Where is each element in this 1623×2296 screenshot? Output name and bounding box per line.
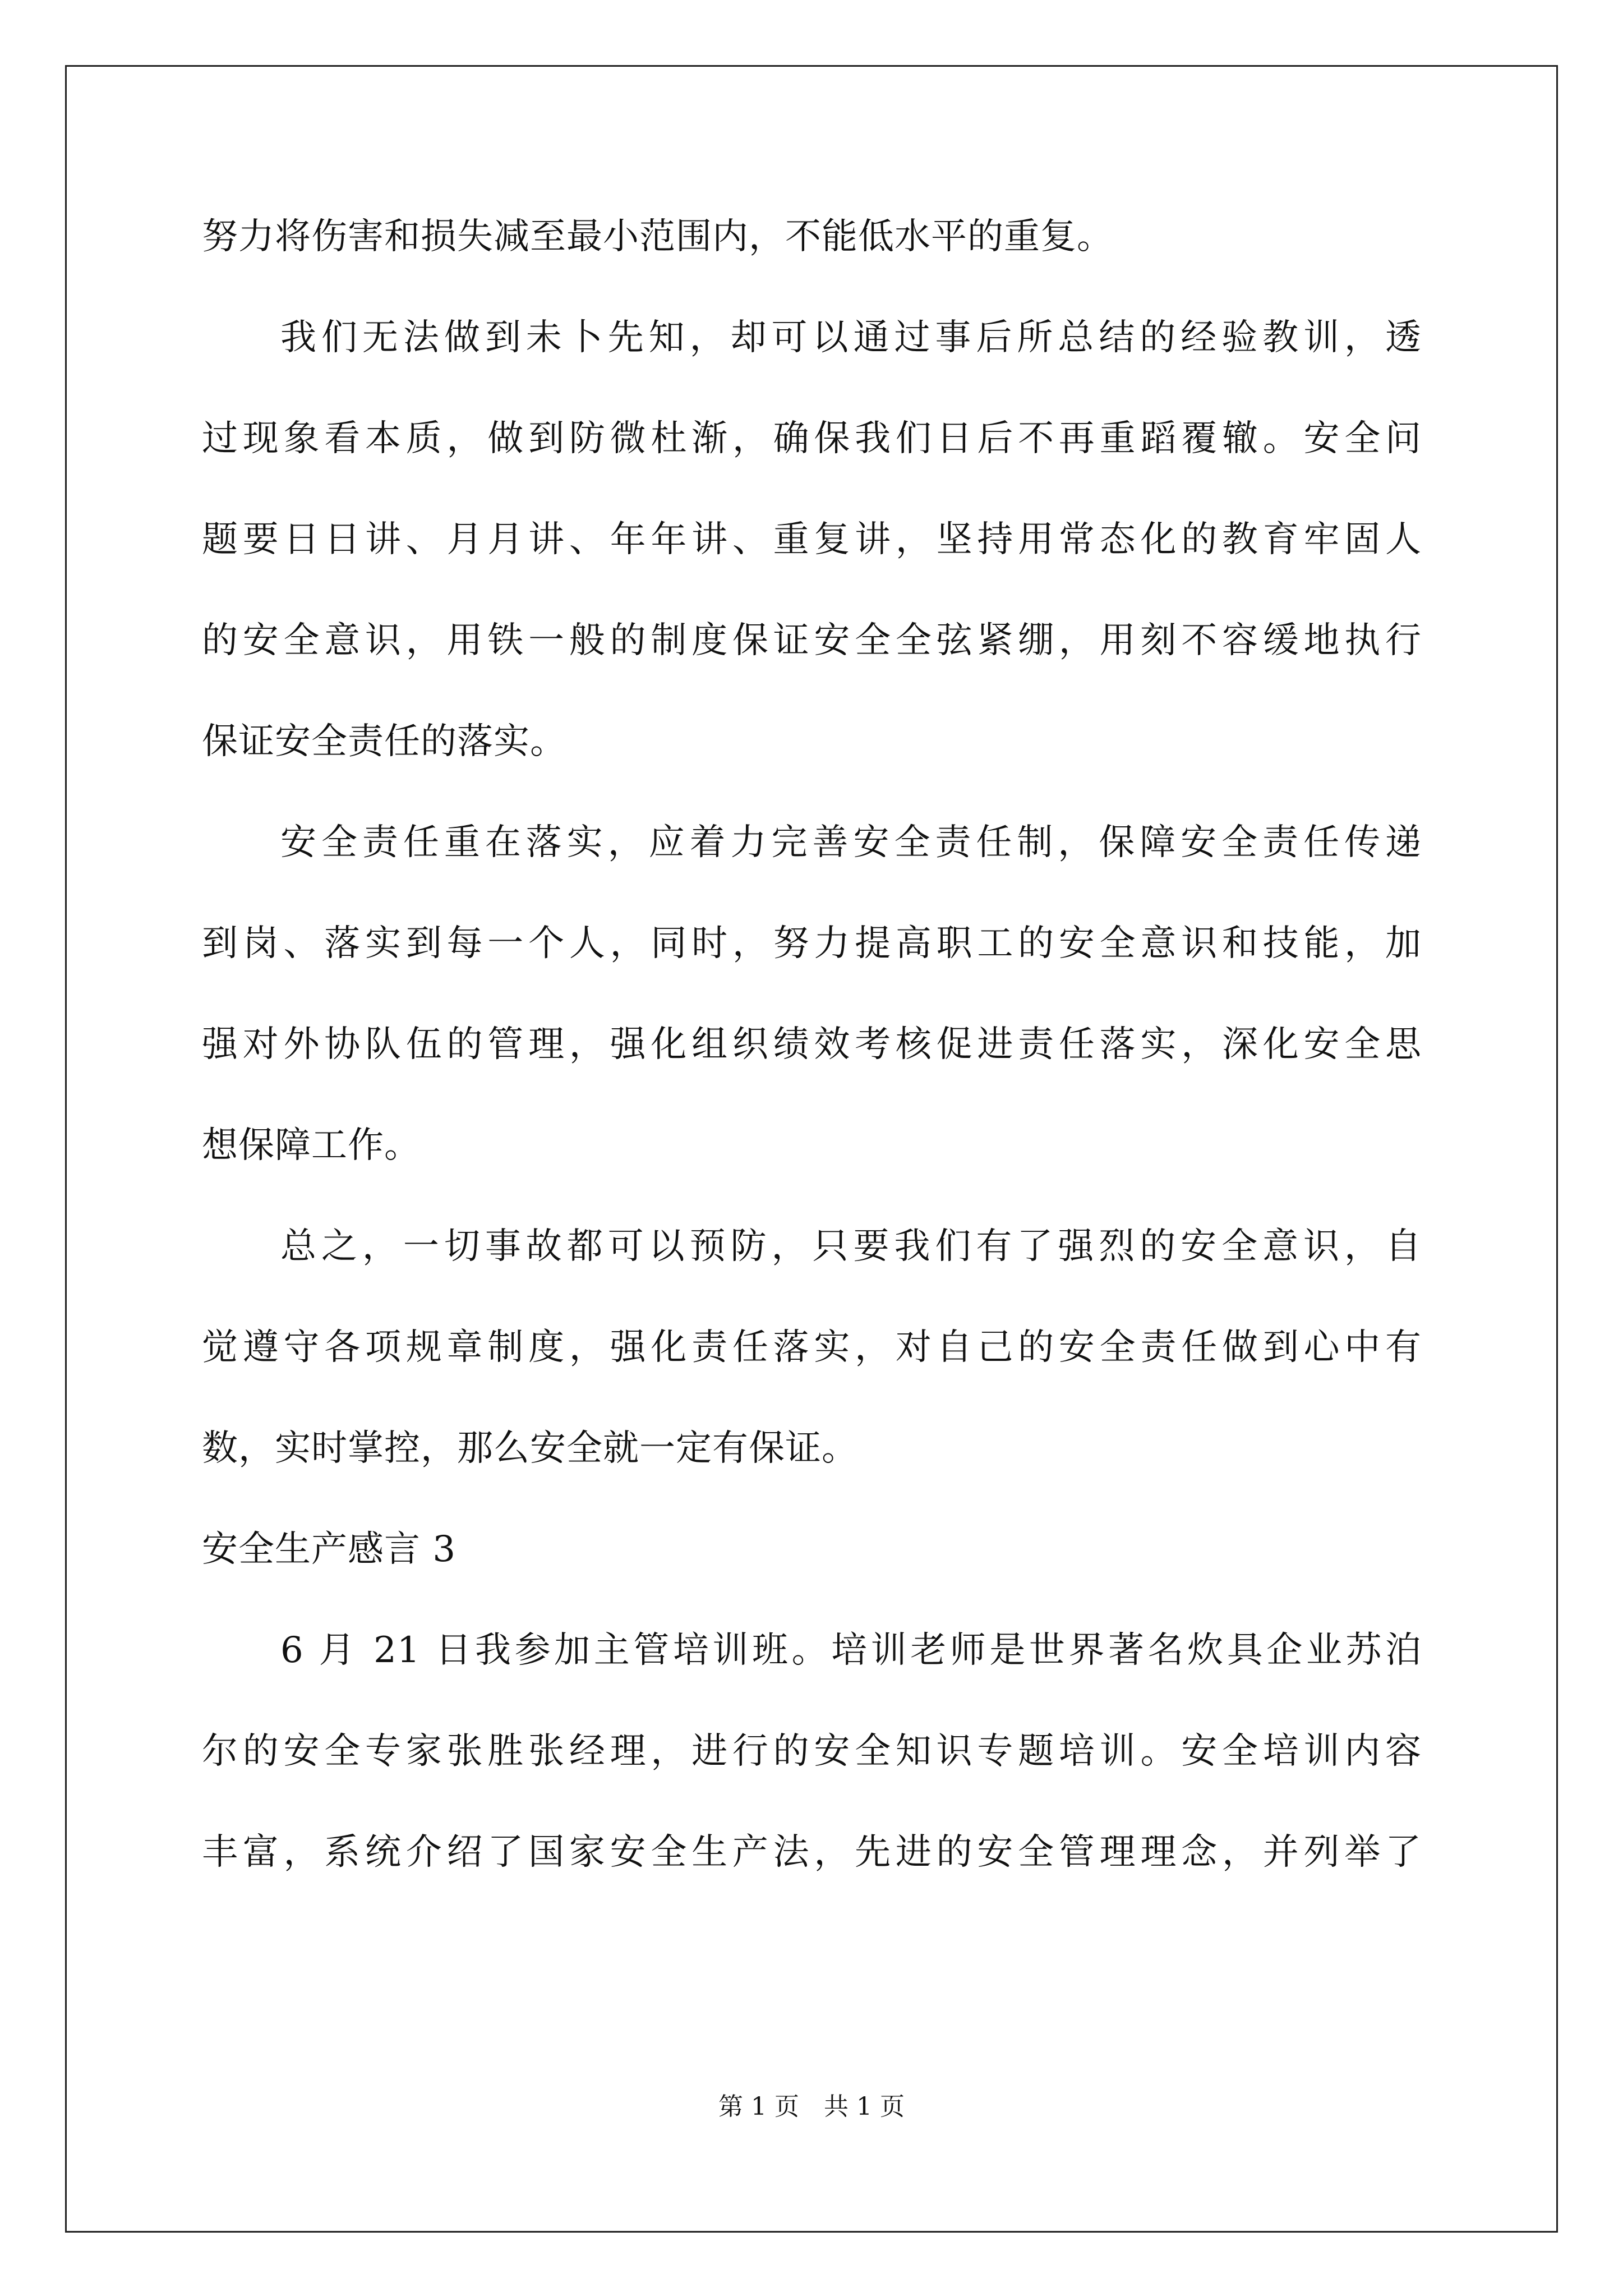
text-line-16: 尔的安全专家张胜张经理，进行的安全知识专题培训。安全培训内容 [202, 1731, 1422, 1772]
text-line-11: 总之，一切事故都可以预防，只要我们有了强烈的安全意识，自 [280, 1226, 1422, 1267]
text-line-8: 到岗、落实到每一个人，同时，努力提高职工的安全意识和技能，加 [202, 923, 1422, 964]
text-line-10: 想保障工作。 [202, 1125, 421, 1166]
text-line-5: 的安全意识，用铁一般的制度保证安全全弦紧绷，用刻不容缓地执行 [202, 620, 1422, 661]
text-line-15: 6 月 21 日我参加主管培训班。培训老师是世界著名炊具企业苏泊 [280, 1630, 1422, 1671]
text-line-7: 安全责任重在落实，应着力完善安全责任制，保障安全责任传递 [280, 822, 1422, 863]
text-line-3: 过现象看本质，做到防微杜渐，确保我们日后不再重蹈覆辙。安全问 [202, 418, 1422, 459]
text-line-6: 保证安全责任的落实。 [202, 721, 566, 762]
page-footer: 第 1 页 共 1 页 [718, 2092, 905, 2121]
text-line-1: 努力将伤害和损失减至最小范围内，不能低水平的重复。 [202, 216, 1113, 257]
text-line-2: 我们无法做到未卜先知，却可以通过事后所总结的经验教训，透 [280, 317, 1422, 358]
text-line-9: 强对外协队伍的管理，强化组织绩效考核促进责任落实，深化安全思 [202, 1024, 1422, 1065]
text-line-12: 觉遵守各项规章制度，强化责任落实，对自己的安全责任做到心中有 [202, 1327, 1422, 1368]
section-heading: 安全生产感言 3 [202, 1529, 457, 1570]
text-line-13: 数，实时掌控，那么安全就一定有保证。 [202, 1428, 858, 1469]
text-line-4: 题要日日讲、月月讲、年年讲、重复讲，坚持用常态化的教育牢固人 [202, 519, 1422, 560]
text-line-17: 丰富，系统介绍了国家安全生产法，先进的安全管理理念，并列举了 [202, 1832, 1422, 1873]
